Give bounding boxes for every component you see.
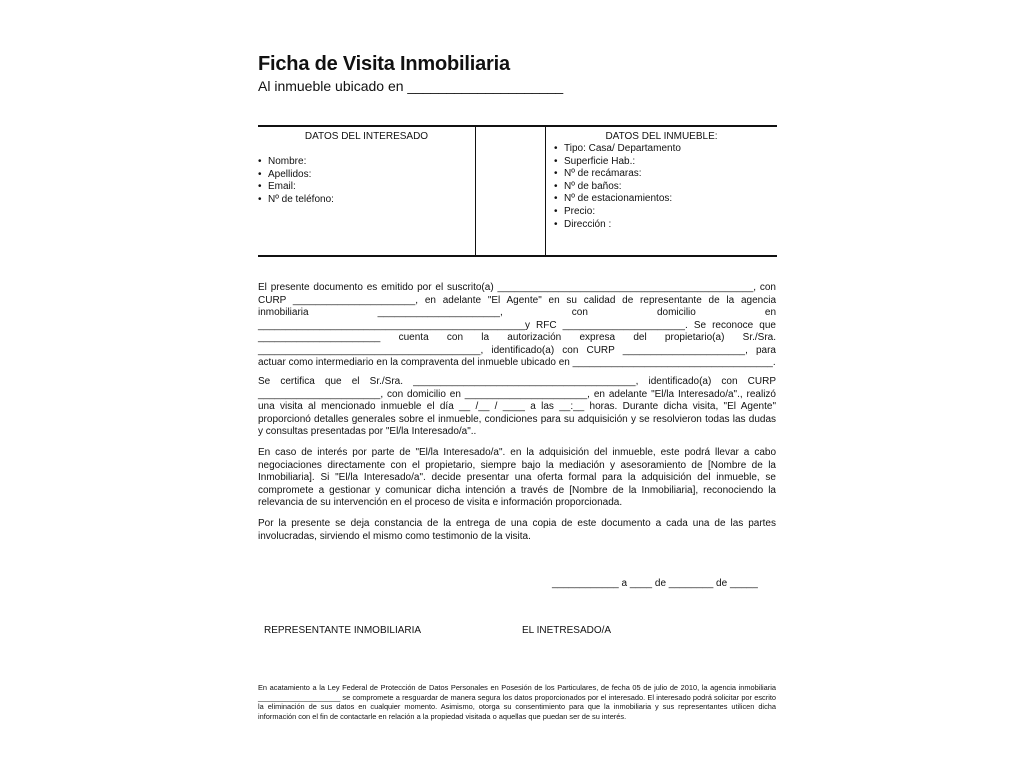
signature-interested: EL INETRESADO/A [522, 625, 612, 636]
field-precio: • Precio: [554, 206, 681, 219]
field-superficie: • Superficie Hab.: [554, 156, 681, 169]
legal-notice: En acatamiento a la Ley Federal de Protección de Datos Personales en Posesión de los Particulares, de fecha 05 de julio de 2010, la agencia inmobiliaria ____________________ se compromete a resguardar de manera segura los datos proporcionados por el interesado. El interesado podrá solicitar por escrito la eliminación de sus datos en cualquier momento. Asimismo, otorga su consentimiento para que la inmobiliaria y sus representantes utilicen dicha información con el fin de contactarle en relación a la propiedad visitada o aquellas que puedan ser de su interés. [258, 683, 776, 721]
inmueble-fields [554, 143, 681, 231]
date-line: ____________ a ____ de ________ de _____ [552, 578, 758, 589]
field-estacionamientos: • Nº de estacionamientos: [554, 193, 681, 206]
paragraph-copy: Por la presente se deja constancia de la entrega de una copia de este documento a cada una de las partes involucradas, sirviendo el mismo como testimonio de la visita. [258, 518, 776, 542]
interesado-heading: DATOS DEL INTERESADO [304, 131, 429, 142]
field-direccion: • Dirección : [554, 219, 681, 232]
field-tipo: • Tipo: Casa/ Departamento [554, 143, 681, 156]
field-telefono: • Nº de teléfono: [258, 194, 334, 207]
document-subtitle: Al inmueble ubicado en ____________________ [258, 78, 564, 94]
paragraph-agent: El presente documento es emitido por el suscrito(a) ______________________________________________, con CURP ______________________, en adelante "El Agente" en su calidad de representante de la agencia inmobiliaria ______________________, con domicilio en ________________________________________________y RFC ______________________. Se reconoce que ______________________ cuenta con la autorización expresa del propietario(a) Sr./Sra. ________________________________________, identificado(a) con CURP ______________________, para actuar como intermediario en la compraventa del inmueble ubicado en ____________________________________. [258, 282, 776, 368]
paragraph-visit: Se certifica que el Sr./Sra. ________________________________________, identificado(a) con CURP ______________________, con domicilio en ______________________, en adelante "El/la Interesado/a"., realizó una visita al mencionado inmueble el día __ /__ / ____ a las __:__ horas. Durante dicha visita, "El Agente" proporcionó detalles generales sobre el inmueble, condiciones para su adquisición y se resolvieron todas las dudas y consultas presentadas por "El/la Interesado/a".. [258, 376, 776, 437]
interesado-fields [258, 156, 334, 206]
field-recamaras: • Nº de recámaras: [554, 168, 681, 181]
box-bottom-rule [258, 255, 777, 257]
document-title: Ficha de Visita Inmobiliaria [258, 53, 510, 75]
box-top-rule [258, 125, 777, 127]
field-apellidos: • Apellidos: [258, 169, 334, 182]
field-nombre: • Nombre: [258, 156, 334, 169]
box-divider-right [545, 127, 546, 255]
paragraph-interest: En caso de interés por parte de "El/la Interesado/a". en la adquisición del inmueble, este podrá llevar a cabo negociaciones directamente con el propietario, siempre bajo la mediación y asesoramiento de [Nombre de la Inmobiliaria]. Si "El/la Interesado/a". decide presentar una oferta formal para la adquisición del inmueble, se compromete a gestionar y comunicar dicha intención a través de [Nombre de la Inmobiliaria], reconociendo la relevancia de su intervención en el proceso de visita e información proporcionada. [258, 447, 776, 508]
signature-agent: REPRESENTANTE INMOBILIARIA [264, 625, 422, 636]
field-email: • Email: [258, 181, 334, 194]
box-divider-left [475, 127, 476, 255]
inmueble-heading: DATOS DEL INMUEBLE: [605, 131, 718, 142]
field-banos: • Nº de baños: [554, 181, 681, 194]
